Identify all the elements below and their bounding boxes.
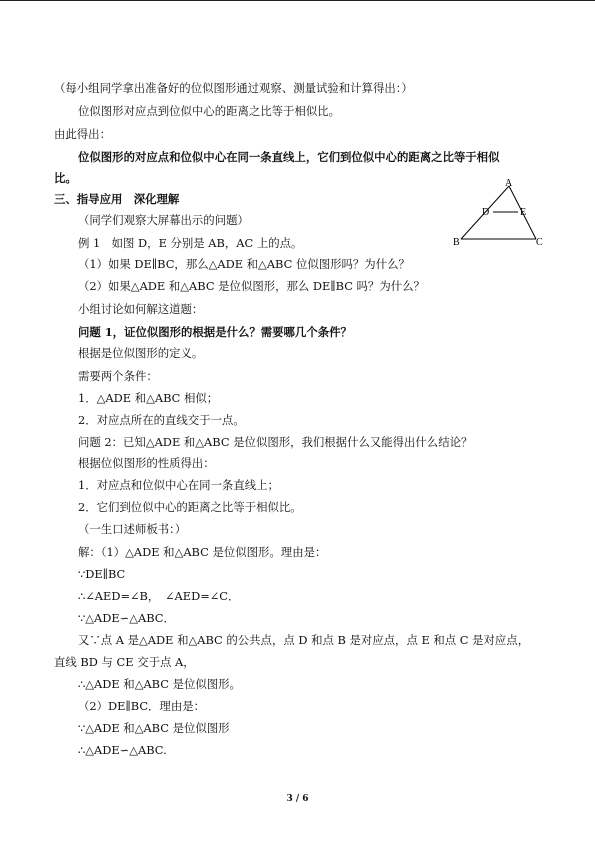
text-line: （2）如果△ADE 和△ABC 是位似图形，那么 DE∥BC 吗？为什么？ bbox=[78, 279, 425, 293]
text-line: ∴△ADE∽△ABC. bbox=[78, 743, 167, 757]
text-line: （每小组同学拿出准备好的位似图形通过观察、测量试验和计算得出：） bbox=[54, 81, 413, 95]
text-line: 1．△ADE 和△ABC 相似； bbox=[78, 391, 219, 405]
text-line: 需要两个条件： bbox=[78, 369, 158, 383]
triangle-figure bbox=[450, 175, 550, 251]
text-line: 小组讨论如何解这道题： bbox=[78, 302, 204, 316]
text-line: 1．对应点和位似中心在同一条直线上； bbox=[78, 478, 279, 492]
text-line: （2）DE∥BC．理由是： bbox=[78, 699, 205, 713]
question-heading bbox=[78, 325, 352, 339]
question-label: 问题 2：已知△ADE 和△ABC 是位似图形，我们根据什么又能得出什么结论？ bbox=[78, 435, 473, 449]
text-line: 由此得出： bbox=[54, 127, 111, 141]
label-c: C bbox=[536, 237, 543, 248]
text-line: ∴△ADE 和△ABC 是位似图形。 bbox=[78, 677, 241, 691]
bold-conclusion-line: 位似图形的对应点和位似中心在同一条直线上，它们到位似中心的距离之比等于相似 bbox=[78, 150, 500, 164]
text-line: ∴∠AED=∠B， ∠AED=∠C． bbox=[78, 589, 240, 603]
question-heading bbox=[78, 435, 472, 449]
bold-conclusion-line: 比。 bbox=[54, 171, 77, 185]
text-line: 又∵点 A 是△ADE 和△ABC 的公共点，点 D 和点 B 是对应点，点 E 和点 C 是对应点， bbox=[78, 633, 530, 647]
label-d: D bbox=[482, 207, 490, 218]
label-a: A bbox=[505, 178, 513, 189]
text-line: 2．它们到位似中心的距离之比等于相似比。 bbox=[78, 500, 302, 514]
text-line: 解：（1）△ADE 和△ABC 是位似图形。理由是： bbox=[78, 545, 327, 559]
text-line: （一生口述师板书：） bbox=[78, 522, 187, 536]
text-line: ∵△ADE∽△ABC． bbox=[78, 611, 175, 625]
page-top-border bbox=[0, 0, 595, 1]
text-line: ∵DE∥BC bbox=[78, 567, 126, 581]
text-line: ∵△ADE 和△ABC 是位似图形 bbox=[78, 721, 230, 735]
text-line: 直线 BD 与 CE 交于点 A， bbox=[54, 655, 195, 669]
text-line: 例 1 如图 D，E 分别是 AB，AC 上的点。 bbox=[78, 236, 303, 250]
section-heading: 三、指导应用 深化理解 bbox=[54, 192, 180, 206]
question-label: 问题 1，证位似图形的根据是什么？需要哪几个条件？ bbox=[78, 325, 352, 339]
page-number: 3 / 6 bbox=[286, 794, 309, 804]
label-e: E bbox=[520, 207, 527, 218]
text-line: 根据是位似图形的定义。 bbox=[78, 346, 204, 360]
text-line: 位似图形对应点到位似中心的距离之比等于相似比。 bbox=[78, 104, 340, 118]
text-line: （1）如果 DE∥BC，那么△ADE 和△ABC 位似图形吗？为什么？ bbox=[78, 257, 410, 271]
text-line: （同学们观察大屏幕出示的问题） bbox=[78, 213, 249, 227]
label-b: B bbox=[453, 237, 460, 248]
text-line: 2．对应点所在的直线交于一点。 bbox=[78, 413, 245, 427]
text-line: 根据位似图形的性质得出： bbox=[78, 456, 215, 470]
